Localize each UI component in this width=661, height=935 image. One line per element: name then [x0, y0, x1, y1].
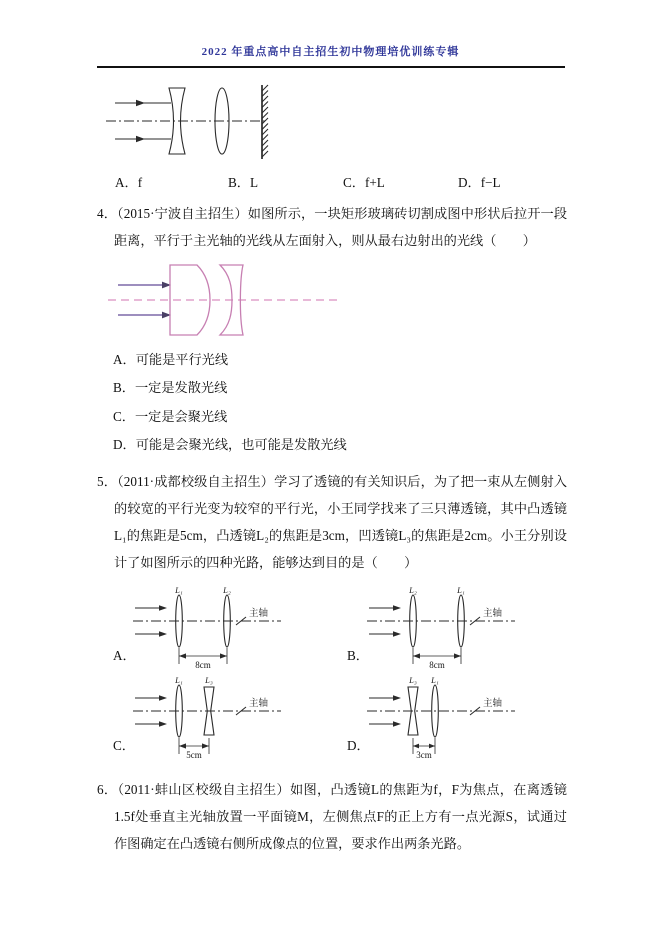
q5-diagram-row-1 — [113, 582, 567, 672]
q4-option-d: D．可能是会聚光线，也可能是发散光线 — [113, 437, 347, 453]
lens-left-label: L₃ — [409, 674, 417, 685]
lens-left-label: L₁ — [175, 584, 183, 595]
figure-glass-brick — [105, 258, 345, 344]
q3-option-c: C．f+L — [343, 175, 385, 190]
lens-right-label: L₃ — [205, 674, 213, 685]
lens-right-label: L₂ — [223, 584, 231, 595]
q3-option-b: B．L — [228, 175, 259, 190]
figure-lens-mirror-system — [105, 82, 283, 166]
distance-label: 8cm — [195, 659, 211, 670]
q3-option-d: D．f−L — [458, 175, 501, 190]
q3-options-row — [97, 172, 567, 192]
axis-label: 主轴 — [249, 698, 269, 709]
hatched-wall — [262, 85, 268, 159]
q4-options — [113, 346, 567, 460]
q5-diagram-c — [113, 672, 347, 762]
lens-right-label: L₁ — [457, 584, 465, 595]
q4-stem-text: （2015·宁波自主招生）如图所示，一块矩形玻璃砖切割成图中形状后拉开一段距离，平行于主光轴的光线从左面射入，则从最右边射出的光线（ ） — [114, 206, 568, 248]
distance-label: 5cm — [186, 749, 202, 760]
document-content — [97, 0, 567, 857]
q5-diagram-b-label: B． — [347, 647, 369, 663]
distance-label: 3cm — [416, 749, 432, 760]
q5-stem — [97, 468, 567, 576]
q5-diagram-b — [347, 582, 581, 672]
q5-diagram-a-label: A． — [113, 647, 136, 663]
lens-diagram-d — [363, 674, 578, 760]
q6-number: 6． — [97, 781, 118, 797]
q4-option-c: C．一定是会聚光线 — [113, 408, 228, 424]
axis-label: 主轴 — [483, 608, 503, 619]
lens-right-label: L₁ — [431, 674, 439, 685]
q5-diagram-c-label: C． — [113, 737, 135, 753]
q6-stem — [97, 776, 567, 857]
axis-label: 主轴 — [483, 698, 503, 709]
q3-option-a: A．f — [115, 175, 143, 190]
q5-stem-text: （2011·成都校级自主招生）学习了透镜的有关知识后，为了把一束从左侧射入的较宽的平行光变为较窄的平行光，小王同学找来了三只薄透镜，其中凸透镜L₁的焦距是5cm，凸透镜L₂的焦距是3cm，凹透镜L₃的焦距是2cm。小王分别设计了如图所示的四种光路，能够达到目的是（ ） — [114, 473, 568, 570]
lens-left-label: L₂ — [409, 584, 417, 595]
distance-label: 8cm — [429, 659, 445, 670]
q4-option-b: B．一定是发散光线 — [113, 380, 228, 396]
lens-diagram-a — [129, 584, 344, 670]
lens-diagram-b — [363, 584, 578, 670]
q5-number: 5． — [97, 473, 118, 489]
lens-left-label: L₁ — [175, 674, 183, 685]
q5-diagram-d-label: D． — [347, 737, 370, 753]
q5-diagram-d — [347, 672, 581, 762]
axis-label: 主轴 — [249, 608, 269, 619]
q5-diagram-a — [113, 582, 347, 672]
q4-option-a: A．可能是平行光线 — [113, 352, 229, 367]
lens-diagram-c — [129, 674, 344, 760]
q6-stem-text: （2011·蚌山区校级自主招生）如图，凸透镜L的焦距为f，F为焦点，在离透镜1.5f处垂直主光轴放置一平面镜M，左侧焦点F的正上方有一点光源S，试通过作图确定在凸透镜右侧所成像点的位置，要求作出两条光路。 — [114, 781, 567, 851]
q4-stem — [97, 200, 567, 254]
q5-diagram-row-2 — [113, 672, 567, 762]
page-title: 2022 年重点高中自主招生初中物理培优训练专辑 — [201, 46, 460, 58]
q4-number: 4． — [97, 206, 118, 221]
